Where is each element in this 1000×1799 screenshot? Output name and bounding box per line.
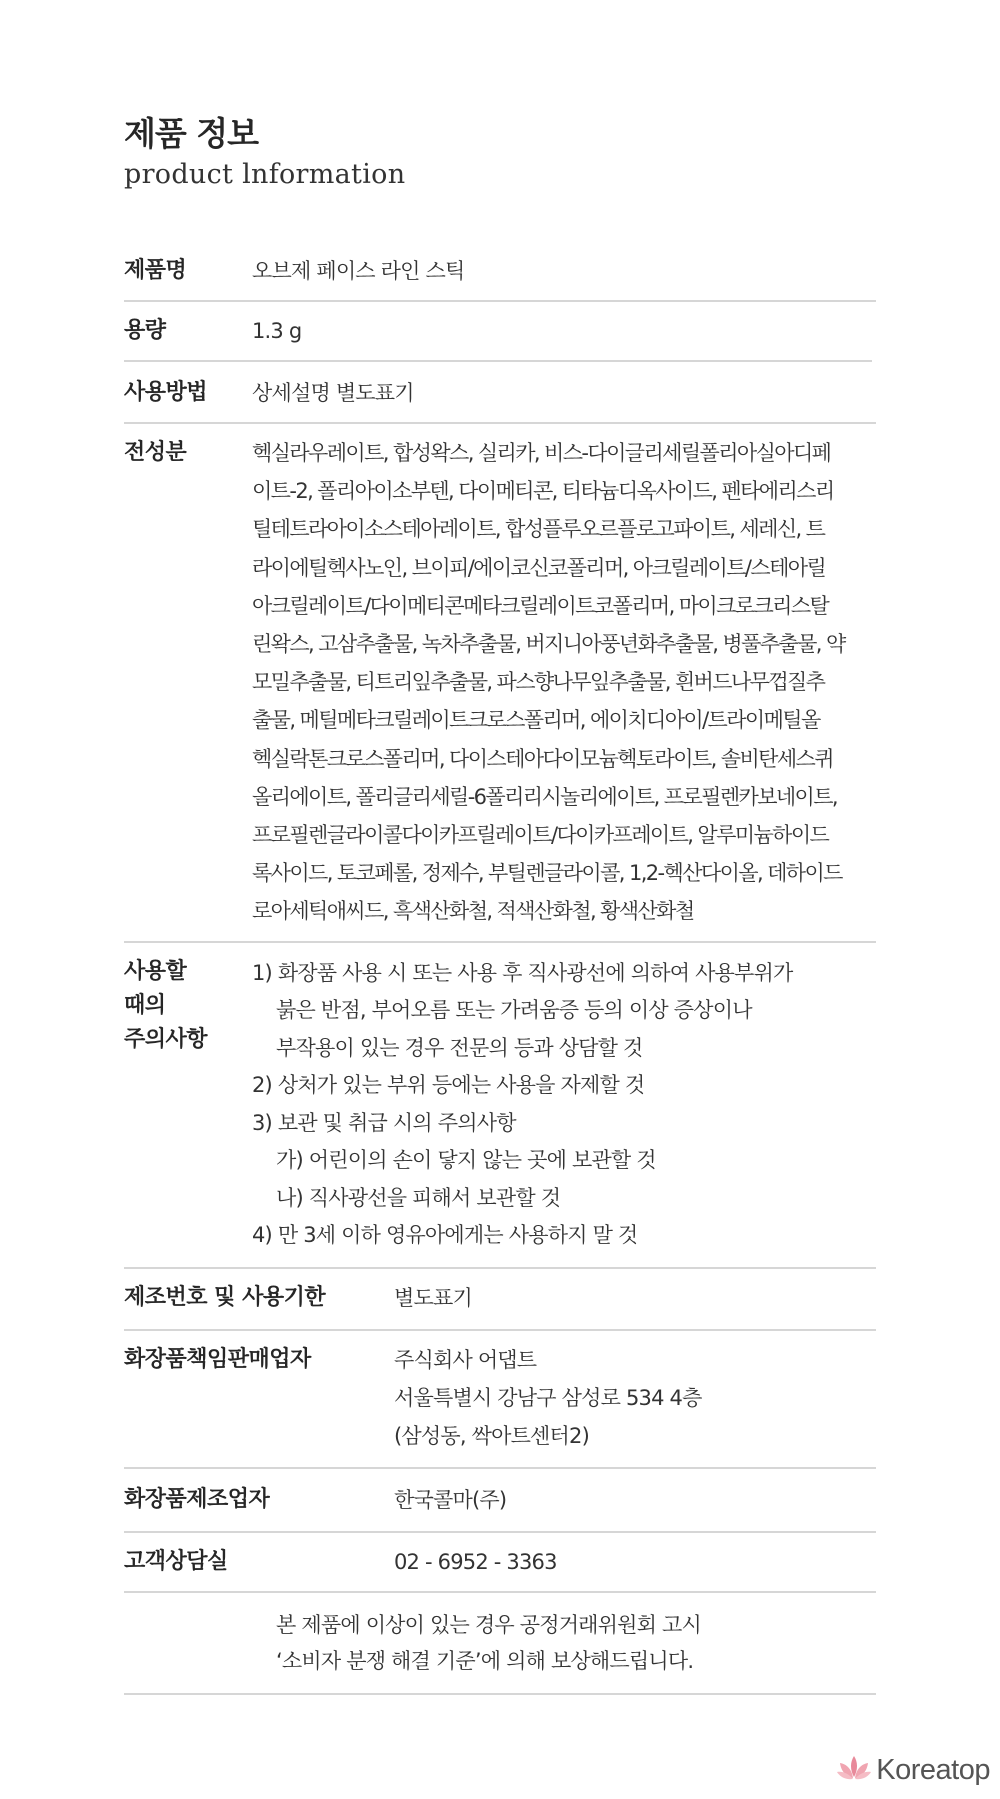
notice-text — [124, 1607, 876, 1679]
product-name-label: 제품명 — [124, 258, 187, 283]
page-title: 제품 정보 — [124, 114, 259, 153]
seller-line: 주식회사 어댑트 — [394, 1347, 537, 1372]
row-seller — [124, 1331, 876, 1469]
row-ingredients — [124, 424, 876, 943]
row-product-name — [124, 238, 876, 302]
ingredients-line: 아크릴레이트/다이메티콘메타크릴레이트코폴리머, 마이크로크리스탈 — [252, 593, 829, 618]
mfg-number-label: 제조번호 및 사용기한 — [124, 1284, 326, 1310]
seller-line: (삼성동, 싹아트센터2) — [394, 1423, 589, 1448]
ingredients-line: 이트-2, 폴리아이소부텐, 다이메티콘, 티타늄디옥사이드, 펜타에리스리 — [252, 479, 834, 504]
ingredients-label: 전성분 — [124, 440, 187, 465]
caution-line: 붉은 반점, 부어오름 또는 가려움증 등의 이상 증상이나 — [276, 998, 752, 1023]
caution-label-line: 주의사항 — [124, 1026, 208, 1052]
capacity-value: 1.3 g — [252, 319, 302, 343]
ingredients-value — [252, 434, 876, 931]
ingredients-line: 라이에틸헥사노인, 브이피/에이코신코폴리머, 아크릴레이트/스테아릴 — [252, 555, 826, 580]
seller-value — [394, 1341, 876, 1455]
customer-service-value: 02 - 6952 - 3363 — [394, 1549, 557, 1574]
ingredients-line: 틸테트라아이소스테아레이트, 합성플루오르플로고파이트, 세레신, 트 — [252, 517, 825, 542]
ingredients-line: 헥실라우레이트, 합성왁스, 실리카, 비스-다이글리세릴폴리아실아디페 — [252, 441, 831, 465]
usage-value: 상세설명 별도표기 — [252, 381, 414, 405]
ingredients-line: 프로필렌글라이콜다이카프릴레이트/다이카프레이트, 알루미늄하이드 — [252, 823, 829, 848]
notice-line: ‘소비자 분쟁 해결 기준’에 의해 보상해드립니다. — [276, 1648, 694, 1673]
row-caution — [124, 943, 876, 1269]
caution-label — [124, 955, 252, 1255]
caution-label-line: 사용할 — [124, 958, 187, 984]
ingredients-line: 올리에이트, 폴리글리세릴-6폴리리시놀리에이트, 프로필렌카보네이트, — [252, 784, 838, 809]
caution-line: 3) 보관 및 취급 시의 주의사항 — [252, 1110, 516, 1135]
manufacturer-value: 한국콜마(주) — [394, 1487, 507, 1512]
mfg-number-value: 별도표기 — [394, 1285, 472, 1310]
caution-value — [252, 955, 876, 1255]
notice-line: 본 제품에 이상이 있는 경우 공정거래위원회 고시 — [276, 1612, 701, 1637]
page-subtitle: product lnformation — [124, 159, 406, 190]
row-manufacturer — [124, 1469, 876, 1533]
row-notice — [124, 1593, 876, 1695]
caution-line: 부작용이 있는 경우 전문의 등과 상담할 것 — [276, 1035, 643, 1060]
row-capacity — [124, 302, 872, 362]
watermark-text: Koreatop — [876, 1753, 990, 1786]
caution-line: 2) 상처가 있는 부위 등에는 사용을 자제할 것 — [252, 1073, 645, 1098]
row-usage — [124, 362, 876, 424]
koreatop-watermark — [836, 1753, 990, 1787]
row-customer-service — [124, 1533, 876, 1593]
ingredients-line: 출물, 메틸메타크릴레이트크로스폴리머, 에이치디아이/트라이메틸올 — [252, 708, 820, 733]
capacity-label: 용량 — [124, 318, 166, 343]
caution-line: 4) 만 3세 이하 영유아에게는 사용하지 말 것 — [252, 1223, 638, 1248]
row-mfg-number — [124, 1269, 876, 1331]
ingredients-line: 린왁스, 고삼추출물, 녹차추출물, 버지니아풍년화추출물, 병풀추출물, 약 — [252, 632, 845, 657]
ingredients-line: 헥실락톤크로스폴리머, 다이스테아다이모늄헥토라이트, 솔비탄세스퀴 — [252, 746, 833, 771]
ingredients-line: 모밀추출물, 티트리잎추출물, 파스향나무잎추출물, 흰버드나무껍질추 — [252, 670, 825, 695]
ingredients-line: 록사이드, 토코페롤, 정제수, 부틸렌글라이콜, 1,2-헥산다이올, 데하이드 — [252, 861, 842, 886]
ingredients-line: 로아세틱애씨드, 흑색산화철, 적색산화철, 황색산화철 — [252, 899, 694, 924]
usage-label: 사용방법 — [124, 380, 208, 405]
seller-label: 화장품책임판매업자 — [124, 1346, 311, 1372]
product-info-table — [124, 238, 876, 1695]
caution-line: 1) 화장품 사용 시 또는 사용 후 직사광선에 의하여 사용부위가 — [252, 960, 793, 985]
product-name-value: 오브제 페이스 라인 스틱 — [252, 259, 465, 283]
caution-line: 가) 어린이의 손이 닿지 않는 곳에 보관할 것 — [276, 1148, 656, 1173]
customer-service-label: 고객상담실 — [124, 1548, 228, 1574]
lotus-icon — [836, 1753, 872, 1787]
caution-line: 나) 직사광선을 피해서 보관할 것 — [276, 1185, 561, 1210]
caution-label-line: 때의 — [124, 992, 166, 1018]
seller-line: 서울특별시 강남구 삼성로 534 4층 — [394, 1385, 702, 1410]
manufacturer-label: 화장품제조업자 — [124, 1486, 270, 1512]
